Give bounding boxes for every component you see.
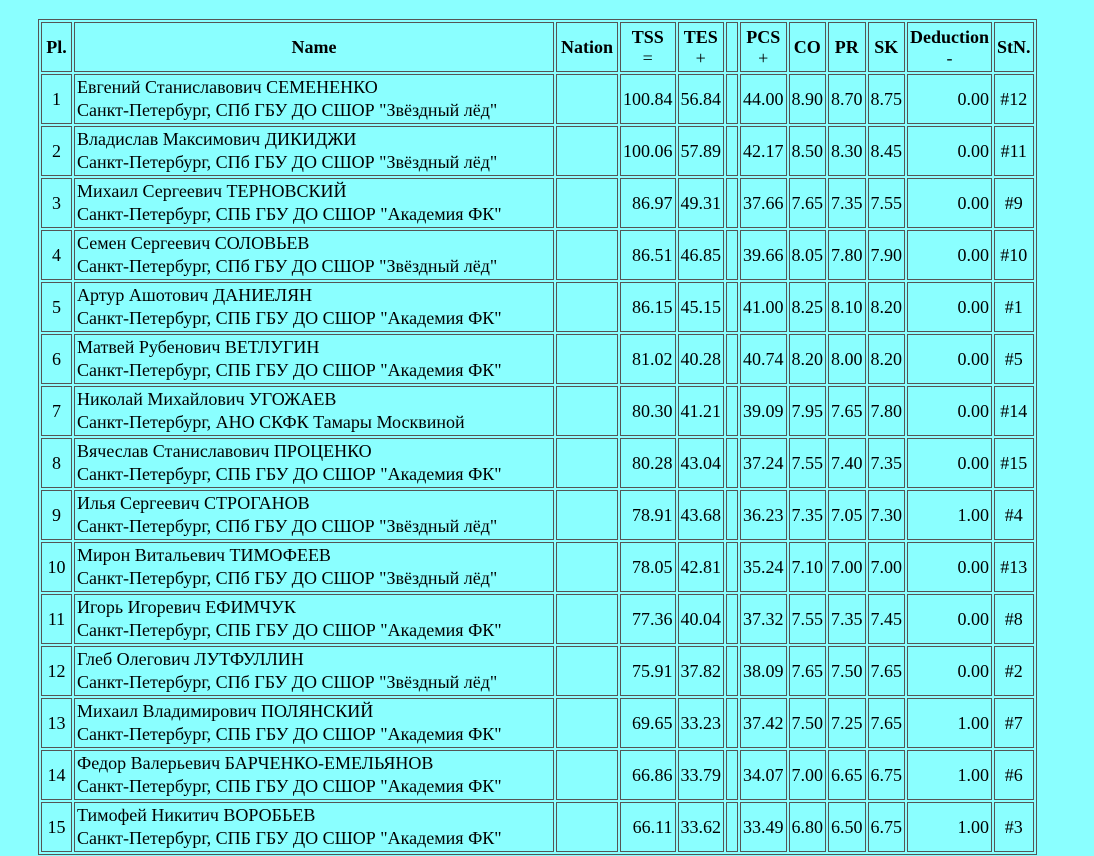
co-cell: 8.20 xyxy=(789,334,827,384)
table-row xyxy=(41,334,1034,384)
skater-club: Санкт-Петербург, СПБ ГБУ ДО СШОР "Академия ФК" xyxy=(77,464,502,484)
place-cell: 5 xyxy=(41,282,72,332)
col-nation-header: Nation xyxy=(556,22,618,72)
place-cell: 3 xyxy=(41,178,72,228)
col-pcs-header: PCS + xyxy=(740,22,787,72)
nation-cell xyxy=(556,750,618,800)
tss-cell: 78.91 xyxy=(620,490,676,540)
place-cell: 1 xyxy=(41,74,72,124)
gap-cell xyxy=(726,594,738,644)
sk-cell: 7.80 xyxy=(868,386,906,436)
deduction-cell: 0.00 xyxy=(907,542,992,592)
deduction-cell: 1.00 xyxy=(907,490,992,540)
start-number-cell: #5 xyxy=(994,334,1034,384)
tss-cell: 86.97 xyxy=(620,178,676,228)
skater-cell xyxy=(74,282,554,332)
tes-cell: 49.31 xyxy=(678,178,725,228)
results-table xyxy=(38,19,1037,855)
table-row xyxy=(41,126,1034,176)
start-number-cell: #3 xyxy=(994,802,1034,852)
skater-name: Вячеслав Станиславович ПРОЦЕНКО xyxy=(77,441,372,461)
skater-name: Николай Михайлович УГОЖАЕВ xyxy=(77,389,337,409)
skater-cell xyxy=(74,74,554,124)
co-cell: 7.55 xyxy=(789,438,827,488)
sk-cell: 7.65 xyxy=(868,698,906,748)
gap-cell xyxy=(726,750,738,800)
sk-cell: 8.20 xyxy=(868,282,906,332)
skater-name: Илья Сергеевич СТРОГАНОВ xyxy=(77,493,310,513)
skater-cell xyxy=(74,126,554,176)
header-row xyxy=(41,22,1034,72)
nation-cell xyxy=(556,542,618,592)
pcs-cell: 37.24 xyxy=(740,438,787,488)
nation-cell xyxy=(556,386,618,436)
tss-cell: 80.28 xyxy=(620,438,676,488)
pr-cell: 8.10 xyxy=(828,282,866,332)
tss-cell: 77.36 xyxy=(620,594,676,644)
deduction-cell: 0.00 xyxy=(907,334,992,384)
col-name-header: Name xyxy=(74,22,554,72)
start-number-cell: #7 xyxy=(994,698,1034,748)
skater-cell xyxy=(74,750,554,800)
pr-cell: 7.35 xyxy=(828,178,866,228)
tes-cell: 46.85 xyxy=(678,230,725,280)
place-cell: 9 xyxy=(41,490,72,540)
pcs-cell: 44.00 xyxy=(740,74,787,124)
nation-cell xyxy=(556,178,618,228)
skater-club: Санкт-Петербург, СПБ ГБУ ДО СШОР "Академия ФК" xyxy=(77,620,502,640)
nation-cell xyxy=(556,802,618,852)
co-cell: 8.50 xyxy=(789,126,827,176)
table-row xyxy=(41,74,1034,124)
skater-club: Санкт-Петербург, СПБ ГБУ ДО СШОР "Академия ФК" xyxy=(77,204,502,224)
skater-name: Федор Валерьевич БАРЧЕНКО-ЕМЕЛЬЯНОВ xyxy=(77,753,434,773)
skater-club: Санкт-Петербург, СПб ГБУ ДО СШОР "Звёздный лёд" xyxy=(77,516,498,536)
sk-cell: 8.20 xyxy=(868,334,906,384)
place-cell: 8 xyxy=(41,438,72,488)
skater-club: Санкт-Петербург, СПб ГБУ ДО СШОР "Звёздный лёд" xyxy=(77,100,498,120)
deduction-cell: 0.00 xyxy=(907,178,992,228)
sk-cell: 7.55 xyxy=(868,178,906,228)
col-deduction-header: Deduction - xyxy=(907,22,992,72)
pr-cell: 7.50 xyxy=(828,646,866,696)
co-cell: 7.95 xyxy=(789,386,827,436)
pcs-cell: 41.00 xyxy=(740,282,787,332)
skater-cell xyxy=(74,802,554,852)
table-row xyxy=(41,594,1034,644)
co-cell: 8.05 xyxy=(789,230,827,280)
co-cell: 7.00 xyxy=(789,750,827,800)
pr-cell: 7.00 xyxy=(828,542,866,592)
deduction-cell: 0.00 xyxy=(907,74,992,124)
place-cell: 13 xyxy=(41,698,72,748)
col-gap-header xyxy=(726,22,738,72)
tss-cell: 78.05 xyxy=(620,542,676,592)
start-number-cell: #14 xyxy=(994,386,1034,436)
deduction-cell: 0.00 xyxy=(907,594,992,644)
table-row xyxy=(41,750,1034,800)
sk-cell: 6.75 xyxy=(868,802,906,852)
place-cell: 7 xyxy=(41,386,72,436)
pr-cell: 7.35 xyxy=(828,594,866,644)
skater-name: Мирон Витальевич ТИМОФЕЕВ xyxy=(77,545,331,565)
skater-club: Санкт-Петербург, СПБ ГБУ ДО СШОР "Академия ФК" xyxy=(77,308,502,328)
gap-cell xyxy=(726,438,738,488)
table-row xyxy=(41,698,1034,748)
sk-cell: 7.30 xyxy=(868,490,906,540)
deduction-cell: 0.00 xyxy=(907,230,992,280)
skater-club: Санкт-Петербург, СПБ ГБУ ДО СШОР "Академия ФК" xyxy=(77,828,502,848)
col-pr-header: PR xyxy=(828,22,866,72)
tss-cell: 69.65 xyxy=(620,698,676,748)
table-row xyxy=(41,178,1034,228)
skater-name: Артур Ашотович ДАНИЕЛЯН xyxy=(77,285,313,305)
start-number-cell: #12 xyxy=(994,74,1034,124)
skater-club: Санкт-Петербург, СПБ ГБУ ДО СШОР "Академия ФК" xyxy=(77,360,502,380)
nation-cell xyxy=(556,698,618,748)
start-number-cell: #1 xyxy=(994,282,1034,332)
tes-cell: 33.62 xyxy=(678,802,725,852)
skater-club: Санкт-Петербург, СПБ ГБУ ДО СШОР "Академия ФК" xyxy=(77,776,502,796)
skater-cell xyxy=(74,490,554,540)
col-tes-header: TES + xyxy=(678,22,725,72)
gap-cell xyxy=(726,698,738,748)
table-row xyxy=(41,230,1034,280)
tes-cell: 33.79 xyxy=(678,750,725,800)
place-cell: 15 xyxy=(41,802,72,852)
pcs-cell: 39.09 xyxy=(740,386,787,436)
tss-cell: 86.15 xyxy=(620,282,676,332)
tes-cell: 43.04 xyxy=(678,438,725,488)
nation-cell xyxy=(556,438,618,488)
place-cell: 6 xyxy=(41,334,72,384)
sk-cell: 8.75 xyxy=(868,74,906,124)
pcs-cell: 40.74 xyxy=(740,334,787,384)
start-number-cell: #4 xyxy=(994,490,1034,540)
pr-cell: 7.65 xyxy=(828,386,866,436)
place-cell: 4 xyxy=(41,230,72,280)
tss-cell: 100.06 xyxy=(620,126,676,176)
nation-cell xyxy=(556,126,618,176)
start-number-cell: #11 xyxy=(994,126,1034,176)
gap-cell xyxy=(726,282,738,332)
skater-club: Санкт-Петербург, СПб ГБУ ДО СШОР "Звёздный лёд" xyxy=(77,256,498,276)
co-cell: 7.65 xyxy=(789,646,827,696)
skater-cell xyxy=(74,438,554,488)
pr-cell: 7.05 xyxy=(828,490,866,540)
tss-cell: 80.30 xyxy=(620,386,676,436)
start-number-cell: #8 xyxy=(994,594,1034,644)
nation-cell xyxy=(556,490,618,540)
pcs-cell: 42.17 xyxy=(740,126,787,176)
gap-cell xyxy=(726,230,738,280)
nation-cell xyxy=(556,230,618,280)
tes-cell: 37.82 xyxy=(678,646,725,696)
pr-cell: 6.50 xyxy=(828,802,866,852)
table-row xyxy=(41,282,1034,332)
tes-cell: 42.81 xyxy=(678,542,725,592)
sk-cell: 7.45 xyxy=(868,594,906,644)
gap-cell xyxy=(726,74,738,124)
tes-cell: 40.28 xyxy=(678,334,725,384)
sk-cell: 8.45 xyxy=(868,126,906,176)
gap-cell xyxy=(726,490,738,540)
co-cell: 6.80 xyxy=(789,802,827,852)
pcs-cell: 33.49 xyxy=(740,802,787,852)
co-cell: 7.65 xyxy=(789,178,827,228)
pr-cell: 8.30 xyxy=(828,126,866,176)
start-number-cell: #9 xyxy=(994,178,1034,228)
start-number-cell: #10 xyxy=(994,230,1034,280)
skater-club: Санкт-Петербург, СПб ГБУ ДО СШОР "Звёздный лёд" xyxy=(77,568,498,588)
skater-club: Санкт-Петербург, СПб ГБУ ДО СШОР "Звёздный лёд" xyxy=(77,152,498,172)
place-cell: 2 xyxy=(41,126,72,176)
tes-cell: 45.15 xyxy=(678,282,725,332)
sk-cell: 7.90 xyxy=(868,230,906,280)
table-row xyxy=(41,542,1034,592)
pr-cell: 7.40 xyxy=(828,438,866,488)
gap-cell xyxy=(726,646,738,696)
gap-cell xyxy=(726,542,738,592)
nation-cell xyxy=(556,334,618,384)
pr-cell: 7.25 xyxy=(828,698,866,748)
pr-cell: 6.65 xyxy=(828,750,866,800)
co-cell: 7.35 xyxy=(789,490,827,540)
tss-cell: 100.84 xyxy=(620,74,676,124)
skater-cell xyxy=(74,386,554,436)
tes-cell: 33.23 xyxy=(678,698,725,748)
skater-cell xyxy=(74,698,554,748)
skater-name: Матвей Рубенович ВЕТЛУГИН xyxy=(77,337,320,357)
table-row xyxy=(41,646,1034,696)
skater-cell xyxy=(74,178,554,228)
pcs-cell: 34.07 xyxy=(740,750,787,800)
start-number-cell: #13 xyxy=(994,542,1034,592)
nation-cell xyxy=(556,646,618,696)
sk-cell: 7.35 xyxy=(868,438,906,488)
sk-cell: 6.75 xyxy=(868,750,906,800)
skater-cell xyxy=(74,230,554,280)
col-stn-header: StN. xyxy=(994,22,1034,72)
tss-cell: 75.91 xyxy=(620,646,676,696)
skater-name: Глеб Олегович ЛУТФУЛЛИН xyxy=(77,649,304,669)
skater-name: Владислав Максимович ДИКИДЖИ xyxy=(77,129,357,149)
col-sk-header: SK xyxy=(868,22,906,72)
co-cell: 8.25 xyxy=(789,282,827,332)
pcs-cell: 37.66 xyxy=(740,178,787,228)
pcs-cell: 37.42 xyxy=(740,698,787,748)
place-cell: 12 xyxy=(41,646,72,696)
tss-cell: 66.11 xyxy=(620,802,676,852)
place-cell: 11 xyxy=(41,594,72,644)
gap-cell xyxy=(726,334,738,384)
start-number-cell: #6 xyxy=(994,750,1034,800)
col-co-header: CO xyxy=(789,22,827,72)
nation-cell xyxy=(556,594,618,644)
co-cell: 7.50 xyxy=(789,698,827,748)
gap-cell xyxy=(726,126,738,176)
skater-club: Санкт-Петербург, СПб ГБУ ДО СШОР "Звёздный лёд" xyxy=(77,672,498,692)
gap-cell xyxy=(726,386,738,436)
pr-cell: 7.80 xyxy=(828,230,866,280)
place-cell: 10 xyxy=(41,542,72,592)
tes-cell: 40.04 xyxy=(678,594,725,644)
skater-cell xyxy=(74,334,554,384)
skater-club: Санкт-Петербург, АНО СКФК Тамары Москвиной xyxy=(77,412,465,432)
deduction-cell: 0.00 xyxy=(907,282,992,332)
deduction-cell: 0.00 xyxy=(907,646,992,696)
sk-cell: 7.00 xyxy=(868,542,906,592)
pr-cell: 8.70 xyxy=(828,74,866,124)
col-pl-header: Pl. xyxy=(41,22,72,72)
pr-cell: 8.00 xyxy=(828,334,866,384)
deduction-cell: 1.00 xyxy=(907,750,992,800)
table-row xyxy=(41,438,1034,488)
skater-name: Игорь Игоревич ЕФИМЧУК xyxy=(77,597,296,617)
gap-cell xyxy=(726,178,738,228)
skater-name: Тимофей Никитич ВОРОБЬЕВ xyxy=(77,805,316,825)
tes-cell: 57.89 xyxy=(678,126,725,176)
skater-name: Михаил Сергеевич ТЕРНОВСКИЙ xyxy=(77,181,347,201)
tss-cell: 86.51 xyxy=(620,230,676,280)
table-row xyxy=(41,490,1034,540)
place-cell: 14 xyxy=(41,750,72,800)
start-number-cell: #2 xyxy=(994,646,1034,696)
skater-cell xyxy=(74,542,554,592)
sk-cell: 7.65 xyxy=(868,646,906,696)
gap-cell xyxy=(726,802,738,852)
deduction-cell: 0.00 xyxy=(907,386,992,436)
tes-cell: 41.21 xyxy=(678,386,725,436)
co-cell: 7.10 xyxy=(789,542,827,592)
nation-cell xyxy=(556,74,618,124)
skater-cell xyxy=(74,646,554,696)
tes-cell: 56.84 xyxy=(678,74,725,124)
pcs-cell: 36.23 xyxy=(740,490,787,540)
pcs-cell: 35.24 xyxy=(740,542,787,592)
skater-name: Евгений Станиславович СЕМЕНЕНКО xyxy=(77,77,378,97)
tss-cell: 81.02 xyxy=(620,334,676,384)
skater-name: Михаил Владимирович ПОЛЯНСКИЙ xyxy=(77,701,374,721)
tes-cell: 43.68 xyxy=(678,490,725,540)
col-tss-header: TSS = xyxy=(620,22,676,72)
skater-cell xyxy=(74,594,554,644)
co-cell: 7.55 xyxy=(789,594,827,644)
tss-cell: 66.86 xyxy=(620,750,676,800)
pcs-cell: 39.66 xyxy=(740,230,787,280)
skater-name: Семен Сергеевич СОЛОВЬЕВ xyxy=(77,233,310,253)
pcs-cell: 38.09 xyxy=(740,646,787,696)
nation-cell xyxy=(556,282,618,332)
deduction-cell: 1.00 xyxy=(907,802,992,852)
deduction-cell: 1.00 xyxy=(907,698,992,748)
skater-club: Санкт-Петербург, СПБ ГБУ ДО СШОР "Академия ФК" xyxy=(77,724,502,744)
pcs-cell: 37.32 xyxy=(740,594,787,644)
start-number-cell: #15 xyxy=(994,438,1034,488)
co-cell: 8.90 xyxy=(789,74,827,124)
table-row xyxy=(41,802,1034,852)
deduction-cell: 0.00 xyxy=(907,126,992,176)
table-row xyxy=(41,386,1034,436)
deduction-cell: 0.00 xyxy=(907,438,992,488)
